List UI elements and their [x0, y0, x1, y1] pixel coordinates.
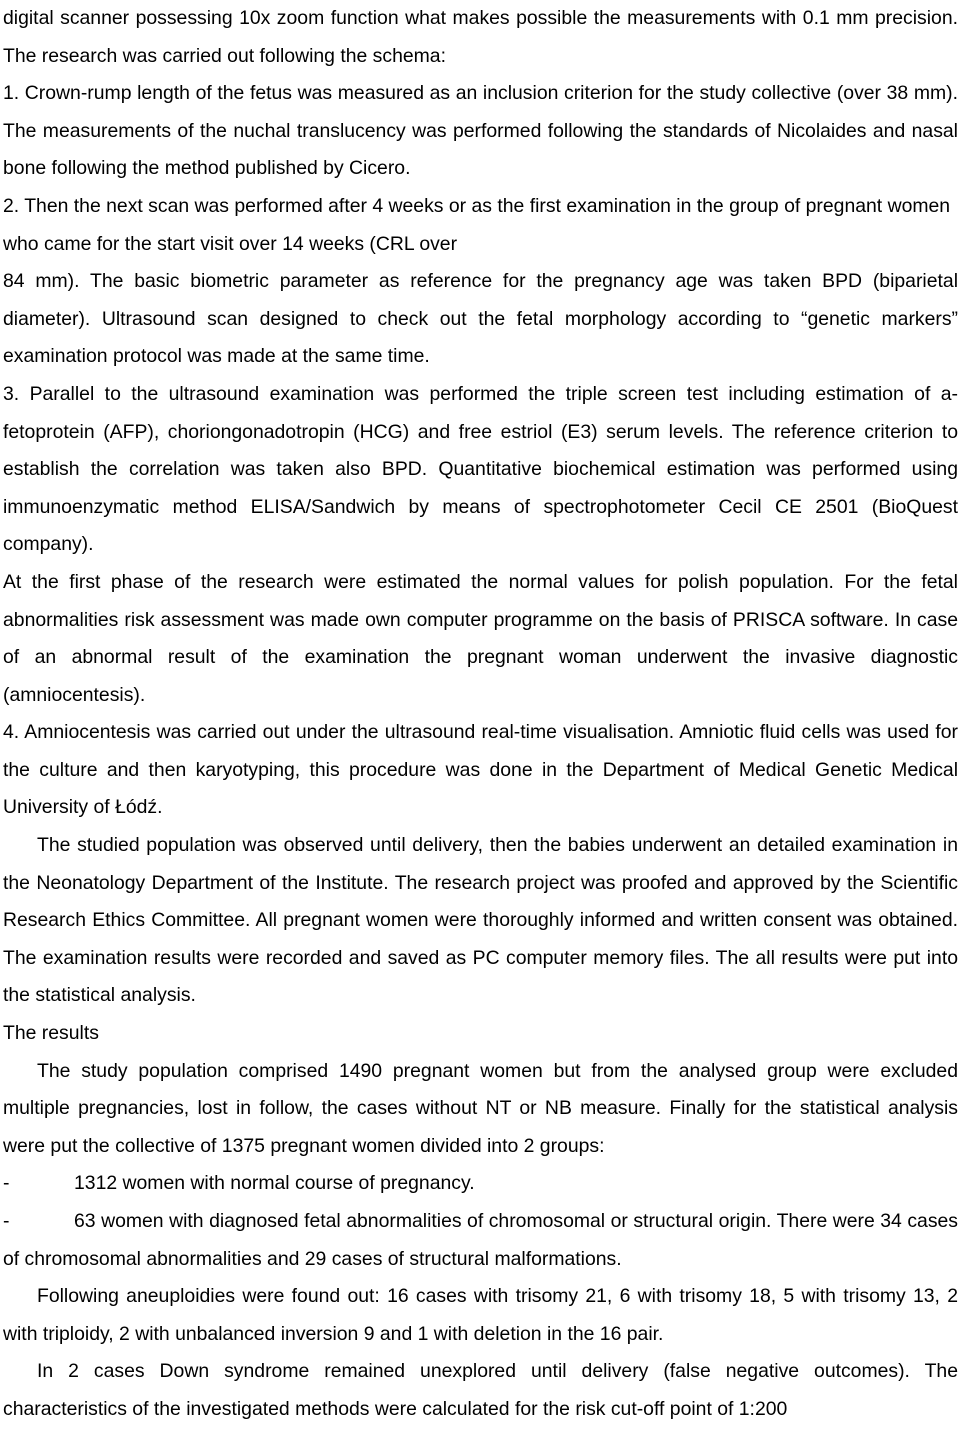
paragraph-scanner: digital scanner possessing 10x zoom function what makes possible the measurements with 0.1 mm precision. The research was carried out following the schema: — [3, 7, 958, 67]
paragraph-step-3: 3. Parallel to the ultrasound examination was performed the triple screen test including estimation of a-fetoprotein (AFP), choriongonadotropin (HCG) and free estriol (E3) serum levels. The reference criterion to establish the correlation was taken also BPD. Quantitative biochemical estimation was performed using immunoenzymatic method ELISA/Sandwich by means of spectrophotometer Cecil CE 2501 (BioQuest company). — [3, 382, 958, 556]
list-item — [3, 1203, 958, 1278]
document-page — [3, 0, 958, 1429]
paragraph-studied-population: The studied population was observed until delivery, then the babies underwent an detailed examination in the Neonatology Department of the Institute. The research project was proofed and approved by the Scientific Research Ethics Committee. All pregnant women were thoroughly informed and written consent was obtained. The examination results were recorded and saved as PC computer memory files. The all results were put into the statistical analysis. — [3, 834, 958, 1007]
list-dash: - — [3, 1172, 10, 1195]
paragraph-step-4: 4. Amniocentesis was carried out under the ultrasound real-time visualisation. Amniotic fluid cells was used for the culture and then karyotyping, this procedure was done in the Department of Medical Genetic Medical University of Łódź. — [3, 721, 958, 819]
list-dash: - — [3, 1210, 10, 1232]
list-item-text: 1312 women with normal course of pregnancy. — [74, 1172, 475, 1195]
paragraph-first-phase: At the first phase of the research were estimated the normal values for polish population. For the fetal abnormalities risk assessment was made own computer programme on the basis of PRISCA software. In case of an abnormal result of the examination the pregnant woman underwent the invasive diagnostic (amniocentesis). — [3, 570, 958, 706]
paragraph-aneuploidies: Following aneuploidies were found out: 16 cases with trisomy 21, 6 with trisomy 18, 5 with trisomy 13, 2 with triploidy, 2 with unbalanced inversion 9 and 1 with deletion in the 16 pair. — [3, 1285, 958, 1345]
paragraph-study-population: The study population comprised 1490 pregnant women but from the analysed group were excluded multiple pregnancies, lost in follow, the cases without NT or NB measure. Finally for the statistical analysis were put the collective of 1375 pregnant women divided into 2 groups: — [3, 1059, 958, 1157]
list-item-text: 63 women with diagnosed fetal abnormalities of chromosomal or structural origin. There were 34 cases of chromosomal abnormalities and 29 cases of structural malformations. — [3, 1210, 958, 1270]
paragraph-down-syndrome: In 2 cases Down syndrome remained unexplored until delivery (false negative outcomes). The characteristics of the investigated methods were calculated for the risk cut-off point of 1:200 — [3, 1360, 958, 1420]
paragraph-step-2-start: 2. Then the next scan was performed after 4 weeks or as the first examination in the group of pregnant women who came for the start visit over 14 weeks (CRL over — [3, 194, 951, 255]
section-heading-results: The results — [3, 1022, 99, 1045]
list-item — [3, 1165, 958, 1203]
paragraph-step-2-cont: 84 mm). The basic biometric parameter as reference for the pregnancy age was taken BPD (biparietal diameter). Ultrasound scan designed to check out the fetal morphology according to “genetic markers” examination protocol was made at the same time. — [3, 270, 958, 368]
paragraph-step-1: 1. Crown-rump length of the fetus was measured as an inclusion criterion for the study collective (over 38 mm). The measurements of the nuchal translucency was performed following the standards of Nicolaides and nasal bone following the method published by Cicero. — [3, 82, 958, 180]
